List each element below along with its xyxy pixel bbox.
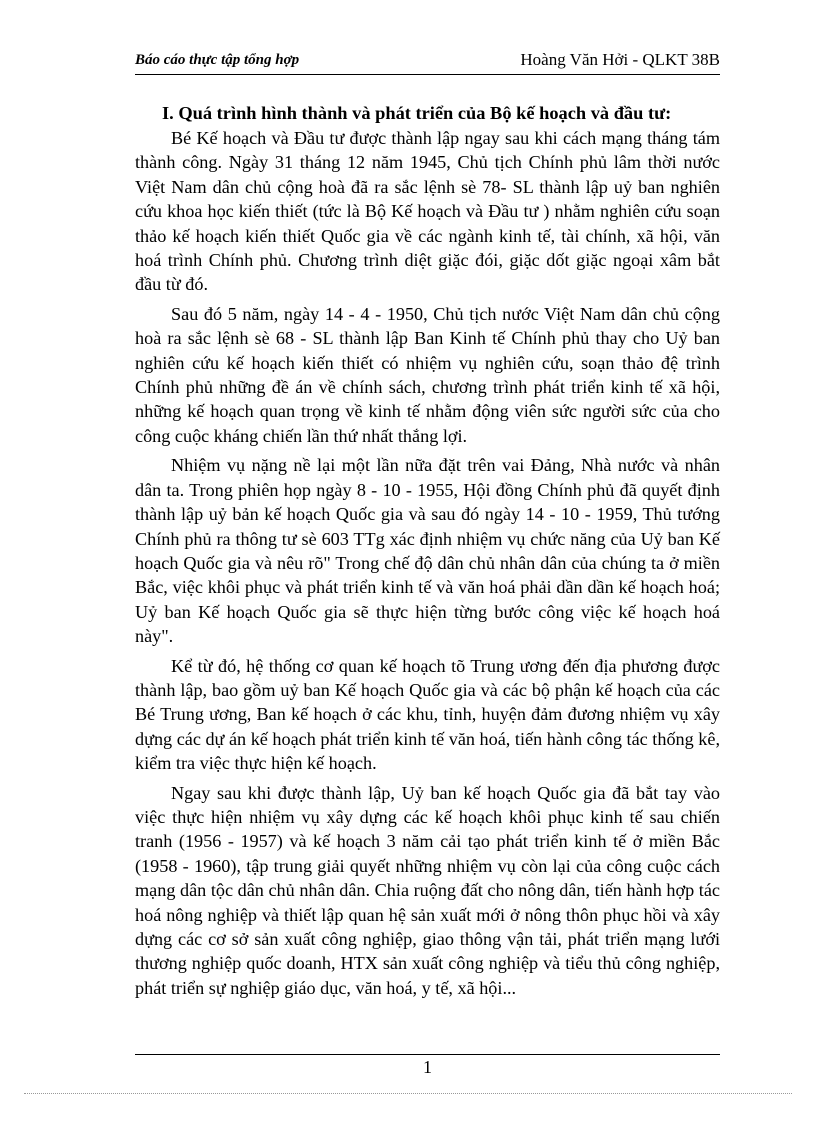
author-info: Hoàng Văn Hởi - QLKT 38B [520, 50, 720, 69]
page-footer [135, 1054, 720, 1079]
paragraph-3: Nhiệm vụ nặng nề lại một lần nữa đặt trên vai Đảng, Nhà nước và nhân dân ta. Trong phiên họp ngày 8 - 10 - 1955, Hội đồng Chính phủ đã quyết định thành lập uỷ bản kế hoạch Quốc gia và sau đó ngày 14 - 10 - 1959, Thủ tướng Chính phủ ra thông tư sè 603 TTg xác định nhiệm vụ chức năng của Uỷ ban Kế hoạch Quốc gia và nêu rõ" Trong chế độ dân chủ nhân dân của chúng ta ở miền Bắc, việc khôi phục và phát triển kinh tế và văn hoá phải dần dần kế hoạch hoá; Uỷ ban Kế hoạch Quốc gia sẽ thực hiện từng bước công việc kế hoạch hoá này". [135, 455, 720, 647]
page-bottom-divider [24, 1093, 792, 1094]
document-body [135, 100, 720, 1005]
section-heading: I. Quá trình hình thành và phát triển của Bộ kế hoạch và đầu tư: [162, 103, 672, 123]
page-number: 1 [423, 1057, 432, 1077]
paragraph-5: Ngay sau khi được thành lập, Uỷ ban kế hoạch Quốc gia đã bắt tay vào việc thực hiện nhiệm vụ xây dựng các kế hoạch khôi phục kinh tế sau chiến tranh (1956 - 1957) và kế hoạch 3 năm cải tạo phát triển kinh tế ở miền Bắc (1958 - 1960), tập trung giải quyết những nhiệm vụ còn lại của công cuộc cách mạng dân tộc dân chủ nhân dân. Chia ruộng đất cho nông dân, tiến hành hợp tác hoá nông nghiệp và thiết lập quan hệ sản xuất mới ở nông thôn phục hồi và xây dựng các cơ sở sản xuất công nghiệp, giao thông vận tải, phát triển mạng lưới thương nghiệp quốc doanh, HTX sản xuất công nghiệp và tiểu thủ công nghiệp, phát triển sự nghiệp giáo dục, văn hoá, y tế, xã hội... [135, 782, 720, 998]
paragraph-4: Kể từ đó, hệ thống cơ quan kế hoạch tõ Trung ương đến địa phương được thành lập, bao gồm uỷ ban Kế hoạch Quốc gia và các bộ phận kế hoạch của các Bé Trung ương, Ban kế hoạch ở các khu, tỉnh, huyện đảm đương nhiệm vụ xây dựng các dự án kế hoạch phát triển kinh tế văn hoá, tiến hành công tác thống kê, kiểm tra việc thực hiện kế hoạch. [135, 655, 720, 774]
page-header [135, 50, 720, 75]
paragraph-2: Sau đó 5 năm, ngày 14 - 4 - 1950, Chủ tịch nước Việt Nam dân chủ cộng hoà ra sắc lệnh sè 68 - SL thành lập Ban Kinh tế Chính phủ thay cho Uỷ ban nghiên cứu kế hoạch kiến thiết có nhiệm vụ nghiên cứu, soạn thảo đệ trình Chính phủ những đề án về chính sách, chương trình phát triển kinh tế xã hội, những kế hoạch quan trọng về kinh tế nhằm động viên sức người sức của cho công cuộc kháng chiến lần thứ nhất thắng lợi. [135, 303, 720, 446]
report-title: Báo cáo thực tập tổng hợp [135, 52, 300, 68]
paragraph-1: Bé Kế hoạch và Đầu tư được thành lập ngay sau khi cách mạng tháng tám thành công. Ngày 31 tháng 12 năm 1945, Chủ tịch Chính phủ lâm thời nước Việt Nam dân chủ cộng hoà đã ra sắc lệnh sè 78- SL thành lập uỷ ban nghiên cứu khoa học kiến thiết (tức là Bộ Kế hoạch và Đầu tư ) nhằm nghiên cứu soạn thảo kế hoạch kiến thiết Quốc gia về các ngành kinh tế, tài chính, xã hội, văn hoá trình Chính phủ. Chương trình diệt giặc đói, giặc dốt giặc ngoại xâm bắt đầu từ đó. [135, 128, 720, 295]
